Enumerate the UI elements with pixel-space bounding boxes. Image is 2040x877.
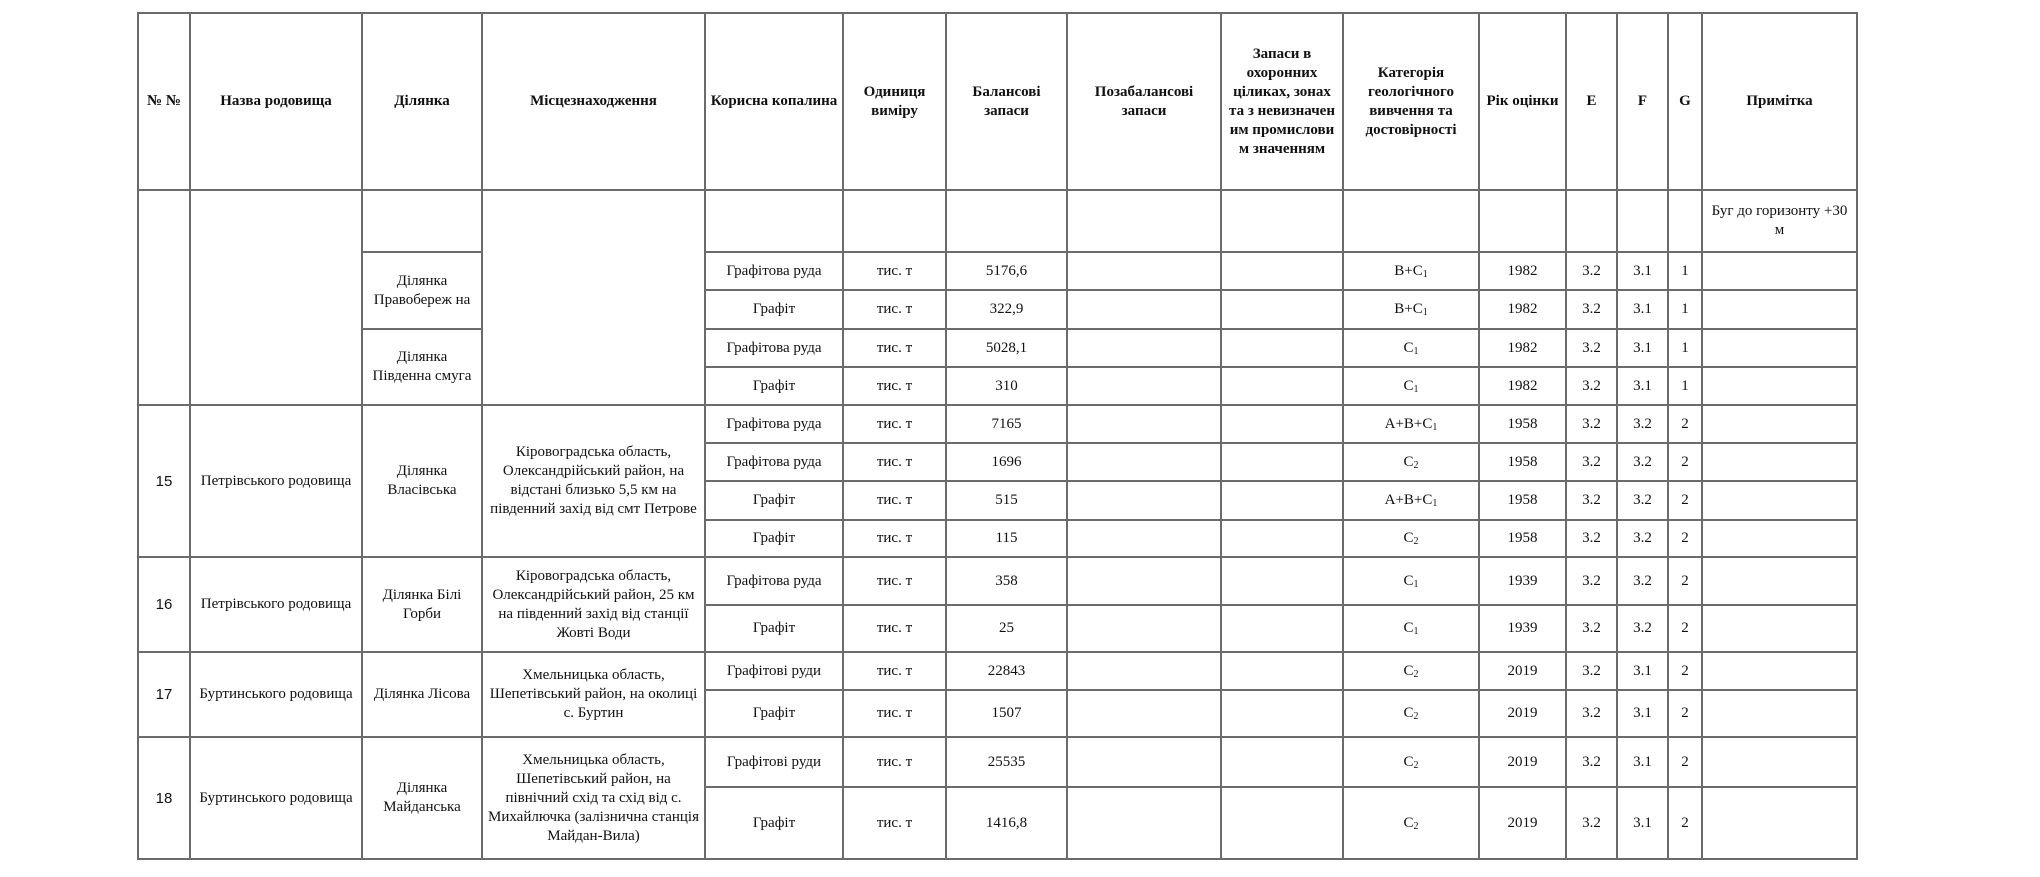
header-year: Рік оцінки bbox=[1479, 13, 1566, 190]
no-cell: 16 bbox=[138, 557, 190, 652]
table-row bbox=[138, 652, 1857, 690]
f-cell: 3.2 bbox=[1617, 405, 1668, 443]
balance-cell: 115 bbox=[946, 520, 1067, 557]
category-cell bbox=[1343, 787, 1479, 859]
category-cell bbox=[1343, 605, 1479, 652]
reserves-table bbox=[137, 12, 1858, 860]
category-text: C bbox=[1403, 662, 1414, 679]
f-cell: 3.2 bbox=[1617, 557, 1668, 605]
protected-cell bbox=[1221, 405, 1343, 443]
empty-cell bbox=[843, 190, 946, 252]
f-cell: 3.1 bbox=[1617, 690, 1668, 737]
table-row bbox=[138, 252, 1857, 290]
e-cell: 3.2 bbox=[1566, 557, 1617, 605]
off-balance-cell bbox=[1067, 787, 1221, 859]
e-cell: 3.2 bbox=[1566, 652, 1617, 690]
g-cell: 2 bbox=[1668, 443, 1702, 481]
g-cell: 1 bbox=[1668, 329, 1702, 367]
name-cell: Петрівського родовища bbox=[190, 557, 362, 652]
category-subscript: 2 bbox=[1413, 820, 1419, 832]
unit-cell: тис. т bbox=[843, 329, 946, 367]
category-cell bbox=[1343, 405, 1479, 443]
name-cell: Буртинського родовища bbox=[190, 652, 362, 737]
plot-cell: Ділянка Лісова bbox=[362, 652, 482, 737]
category-text: C bbox=[1403, 530, 1414, 546]
header-name: Назва родовища bbox=[190, 13, 362, 190]
year-cell: 1958 bbox=[1479, 405, 1566, 443]
mineral-cell: Графіт bbox=[705, 481, 843, 520]
category-cell bbox=[1343, 737, 1479, 787]
header-row bbox=[138, 13, 1857, 190]
plot-cell: Ділянка Майданська bbox=[362, 737, 482, 859]
unit-cell: тис. т bbox=[843, 557, 946, 605]
g-cell: 2 bbox=[1668, 605, 1702, 652]
empty-cell bbox=[946, 190, 1067, 252]
note-cell bbox=[1702, 367, 1857, 405]
protected-cell bbox=[1221, 252, 1343, 290]
year-cell: 1982 bbox=[1479, 367, 1566, 405]
g-cell: 2 bbox=[1668, 557, 1702, 605]
g-cell: 1 bbox=[1668, 367, 1702, 405]
header-f: F bbox=[1617, 13, 1668, 190]
unit-cell: тис. т bbox=[843, 652, 946, 690]
name-cell bbox=[190, 190, 362, 405]
empty-cell bbox=[1343, 190, 1479, 252]
mineral-cell: Графітова руда bbox=[705, 405, 843, 443]
balance-cell: 25535 bbox=[946, 737, 1067, 787]
no-cell: 15 bbox=[138, 405, 190, 557]
protected-cell bbox=[1221, 520, 1343, 557]
off-balance-cell bbox=[1067, 367, 1221, 405]
balance-cell: 5176,6 bbox=[946, 252, 1067, 290]
balance-cell: 322,9 bbox=[946, 290, 1067, 329]
note-cell bbox=[1702, 557, 1857, 605]
mineral-cell: Графіт bbox=[705, 787, 843, 859]
no-cell bbox=[138, 190, 190, 405]
off-balance-cell bbox=[1067, 290, 1221, 329]
category-subscript: 1 bbox=[1413, 383, 1419, 395]
category-text: C bbox=[1403, 339, 1414, 356]
category-cell bbox=[1343, 443, 1479, 481]
name-cell: Буртинського родовища bbox=[190, 737, 362, 859]
protected-cell bbox=[1221, 690, 1343, 737]
f-cell: 3.2 bbox=[1617, 481, 1668, 520]
header-protected: Запаси в охоронних ціликах, зонах та з невизначен им промислови м значенням bbox=[1221, 13, 1343, 190]
table-row bbox=[138, 557, 1857, 605]
category-text: C bbox=[1403, 753, 1414, 770]
category-subscript: 2 bbox=[1413, 459, 1419, 471]
year-cell: 1958 bbox=[1479, 443, 1566, 481]
category-subscript: 1 bbox=[1432, 421, 1438, 433]
g-cell: 2 bbox=[1668, 405, 1702, 443]
e-cell: 3.2 bbox=[1566, 520, 1617, 557]
header-balance: Балансові запаси bbox=[946, 13, 1067, 190]
no-cell: 18 bbox=[138, 737, 190, 859]
e-cell: 3.2 bbox=[1566, 737, 1617, 787]
category-subscript: 1 bbox=[1413, 345, 1419, 357]
balance-cell: 1507 bbox=[946, 690, 1067, 737]
unit-cell: тис. т bbox=[843, 605, 946, 652]
e-cell: 3.2 bbox=[1566, 443, 1617, 481]
note-cell bbox=[1702, 481, 1857, 520]
year-cell: 1939 bbox=[1479, 605, 1566, 652]
note-cell bbox=[1702, 787, 1857, 859]
unit-cell: тис. т bbox=[843, 520, 946, 557]
location-cell: Кіровоградська область, Олександрійський район, 25 км на південний захід від станції Жовті Води bbox=[482, 557, 705, 652]
category-subscript: 2 bbox=[1413, 668, 1419, 680]
year-cell: 1958 bbox=[1479, 520, 1566, 557]
year-cell: 1982 bbox=[1479, 290, 1566, 329]
f-cell: 3.2 bbox=[1617, 520, 1668, 557]
header-no: № № bbox=[138, 13, 190, 190]
note-cell bbox=[1702, 329, 1857, 367]
off-balance-cell bbox=[1067, 605, 1221, 652]
mineral-cell: Графіт bbox=[705, 605, 843, 652]
e-cell: 3.2 bbox=[1566, 605, 1617, 652]
category-text: C bbox=[1403, 453, 1414, 470]
year-cell: 1939 bbox=[1479, 557, 1566, 605]
category-text: C bbox=[1403, 620, 1414, 636]
plot-cell: Ділянка Білі Горби bbox=[362, 557, 482, 652]
e-cell: 3.2 bbox=[1566, 405, 1617, 443]
protected-cell bbox=[1221, 329, 1343, 367]
note-cell bbox=[1702, 290, 1857, 329]
header-e: E bbox=[1566, 13, 1617, 190]
mineral-cell: Графітова руда bbox=[705, 443, 843, 481]
unit-cell: тис. т bbox=[843, 290, 946, 329]
note-cell: Буг до горизонту +30 м bbox=[1702, 190, 1857, 252]
name-cell: Петрівського родовища bbox=[190, 405, 362, 557]
category-subscript: 2 bbox=[1413, 711, 1419, 722]
balance-cell: 358 bbox=[946, 557, 1067, 605]
mineral-cell: Графітові руди bbox=[705, 737, 843, 787]
off-balance-cell bbox=[1067, 252, 1221, 290]
mineral-cell: Графіт bbox=[705, 520, 843, 557]
category-cell bbox=[1343, 520, 1479, 557]
category-cell bbox=[1343, 367, 1479, 405]
unit-cell: тис. т bbox=[843, 405, 946, 443]
category-subscript: 1 bbox=[1413, 578, 1419, 590]
category-text: C bbox=[1403, 814, 1414, 831]
unit-cell: тис. т bbox=[843, 481, 946, 520]
unit-cell: тис. т bbox=[843, 367, 946, 405]
mineral-cell: Графітова руда bbox=[705, 329, 843, 367]
g-cell: 1 bbox=[1668, 290, 1702, 329]
g-cell: 2 bbox=[1668, 737, 1702, 787]
category-subscript: 1 bbox=[1432, 498, 1438, 509]
protected-cell bbox=[1221, 737, 1343, 787]
off-balance-cell bbox=[1067, 405, 1221, 443]
unit-cell: тис. т bbox=[843, 787, 946, 859]
table-body bbox=[138, 190, 1857, 859]
note-cell bbox=[1702, 737, 1857, 787]
protected-cell bbox=[1221, 290, 1343, 329]
empty-cell bbox=[1067, 190, 1221, 252]
category-cell bbox=[1343, 290, 1479, 329]
protected-cell bbox=[1221, 557, 1343, 605]
year-cell: 2019 bbox=[1479, 787, 1566, 859]
plot-cell: Ділянка Правобереж на bbox=[362, 252, 482, 329]
g-cell: 1 bbox=[1668, 252, 1702, 290]
category-text: B+C bbox=[1394, 301, 1423, 317]
protected-cell bbox=[1221, 787, 1343, 859]
table-row bbox=[138, 405, 1857, 443]
note-cell bbox=[1702, 405, 1857, 443]
g-cell: 2 bbox=[1668, 520, 1702, 557]
empty-cell bbox=[1566, 190, 1617, 252]
location-cell: Хмельницька область, Шепетівський район, на північний схід та схід від с. Михайлючка (залізнична станція Майдан-Вила) bbox=[482, 737, 705, 859]
note-cell bbox=[1702, 443, 1857, 481]
header-category: Категорія геологічного вивчення та достовірності bbox=[1343, 13, 1479, 190]
header-plot: Ділянка bbox=[362, 13, 482, 190]
empty-cell bbox=[1479, 190, 1566, 252]
unit-cell: тис. т bbox=[843, 252, 946, 290]
category-cell bbox=[1343, 329, 1479, 367]
table-row bbox=[138, 329, 1857, 367]
year-cell: 1982 bbox=[1479, 252, 1566, 290]
mineral-cell: Графітові руди bbox=[705, 652, 843, 690]
no-cell: 17 bbox=[138, 652, 190, 737]
note-cell bbox=[1702, 605, 1857, 652]
category-text: B+C bbox=[1394, 262, 1423, 279]
category-cell bbox=[1343, 252, 1479, 290]
f-cell: 3.1 bbox=[1617, 787, 1668, 859]
protected-cell bbox=[1221, 481, 1343, 520]
empty-cell bbox=[1668, 190, 1702, 252]
f-cell: 3.1 bbox=[1617, 737, 1668, 787]
e-cell: 3.2 bbox=[1566, 787, 1617, 859]
header-off-balance: Позабалансові запаси bbox=[1067, 13, 1221, 190]
mineral-cell: Графіт bbox=[705, 690, 843, 737]
category-subscript: 1 bbox=[1422, 268, 1428, 280]
category-subscript: 1 bbox=[1413, 626, 1419, 637]
note-cell bbox=[1702, 520, 1857, 557]
g-cell: 2 bbox=[1668, 481, 1702, 520]
off-balance-cell bbox=[1067, 737, 1221, 787]
protected-cell bbox=[1221, 652, 1343, 690]
header-g: G bbox=[1668, 13, 1702, 190]
year-cell: 2019 bbox=[1479, 737, 1566, 787]
unit-cell: тис. т bbox=[843, 443, 946, 481]
location-cell bbox=[482, 190, 705, 405]
year-cell: 1982 bbox=[1479, 329, 1566, 367]
category-subscript: 1 bbox=[1422, 307, 1428, 318]
location-cell: Кіровоградська область, Олександрійський район, на відстані близько 5,5 км на південний захід від смт Петрове bbox=[482, 405, 705, 557]
balance-cell: 7165 bbox=[946, 405, 1067, 443]
f-cell: 3.1 bbox=[1617, 652, 1668, 690]
f-cell: 3.1 bbox=[1617, 329, 1668, 367]
e-cell: 3.2 bbox=[1566, 481, 1617, 520]
category-cell bbox=[1343, 557, 1479, 605]
f-cell: 3.1 bbox=[1617, 290, 1668, 329]
e-cell: 3.2 bbox=[1566, 329, 1617, 367]
category-text: A+B+C bbox=[1384, 415, 1433, 432]
balance-cell: 22843 bbox=[946, 652, 1067, 690]
note-cell bbox=[1702, 690, 1857, 737]
header-location: Місцезнаходження bbox=[482, 13, 705, 190]
g-cell: 2 bbox=[1668, 652, 1702, 690]
protected-cell bbox=[1221, 443, 1343, 481]
table-row bbox=[138, 737, 1857, 787]
year-cell: 2019 bbox=[1479, 690, 1566, 737]
protected-cell bbox=[1221, 605, 1343, 652]
category-cell bbox=[1343, 690, 1479, 737]
off-balance-cell bbox=[1067, 690, 1221, 737]
f-cell: 3.1 bbox=[1617, 252, 1668, 290]
off-balance-cell bbox=[1067, 557, 1221, 605]
table-row bbox=[138, 190, 1857, 252]
e-cell: 3.2 bbox=[1566, 367, 1617, 405]
unit-cell: тис. т bbox=[843, 737, 946, 787]
note-cell bbox=[1702, 652, 1857, 690]
empty-cell bbox=[1221, 190, 1343, 252]
empty-cell bbox=[1617, 190, 1668, 252]
f-cell: 3.2 bbox=[1617, 443, 1668, 481]
off-balance-cell bbox=[1067, 329, 1221, 367]
off-balance-cell bbox=[1067, 520, 1221, 557]
off-balance-cell bbox=[1067, 481, 1221, 520]
category-text: C bbox=[1403, 572, 1414, 589]
f-cell: 3.2 bbox=[1617, 605, 1668, 652]
header-mineral: Корисна копалина bbox=[705, 13, 843, 190]
category-text: C bbox=[1403, 705, 1414, 721]
off-balance-cell bbox=[1067, 443, 1221, 481]
unit-cell: тис. т bbox=[843, 690, 946, 737]
protected-cell bbox=[1221, 367, 1343, 405]
category-subscript: 2 bbox=[1413, 759, 1419, 771]
year-cell: 2019 bbox=[1479, 652, 1566, 690]
g-cell: 2 bbox=[1668, 690, 1702, 737]
plot-cell: Ділянка Власівська bbox=[362, 405, 482, 557]
balance-cell: 310 bbox=[946, 367, 1067, 405]
balance-cell: 1416,8 bbox=[946, 787, 1067, 859]
e-cell: 3.2 bbox=[1566, 252, 1617, 290]
mineral-cell: Графіт bbox=[705, 290, 843, 329]
category-text: C bbox=[1403, 377, 1414, 394]
plot-cell: Ділянка Південна смуга bbox=[362, 329, 482, 405]
balance-cell: 5028,1 bbox=[946, 329, 1067, 367]
mineral-cell: Графітова руда bbox=[705, 252, 843, 290]
mineral-cell: Графітова руда bbox=[705, 557, 843, 605]
empty-cell bbox=[705, 190, 843, 252]
category-subscript: 2 bbox=[1413, 536, 1419, 547]
plot-cell bbox=[362, 190, 482, 252]
balance-cell: 1696 bbox=[946, 443, 1067, 481]
f-cell: 3.1 bbox=[1617, 367, 1668, 405]
balance-cell: 25 bbox=[946, 605, 1067, 652]
e-cell: 3.2 bbox=[1566, 690, 1617, 737]
g-cell: 2 bbox=[1668, 787, 1702, 859]
location-cell: Хмельницька область, Шепетівський район, на околиці с. Буртин bbox=[482, 652, 705, 737]
category-cell bbox=[1343, 481, 1479, 520]
e-cell: 3.2 bbox=[1566, 290, 1617, 329]
header-unit: Одиниця виміру bbox=[843, 13, 946, 190]
balance-cell: 515 bbox=[946, 481, 1067, 520]
category-cell bbox=[1343, 652, 1479, 690]
off-balance-cell bbox=[1067, 652, 1221, 690]
mineral-cell: Графіт bbox=[705, 367, 843, 405]
note-cell bbox=[1702, 252, 1857, 290]
year-cell: 1958 bbox=[1479, 481, 1566, 520]
header-note: Примітка bbox=[1702, 13, 1857, 190]
category-text: A+B+C bbox=[1384, 492, 1433, 508]
